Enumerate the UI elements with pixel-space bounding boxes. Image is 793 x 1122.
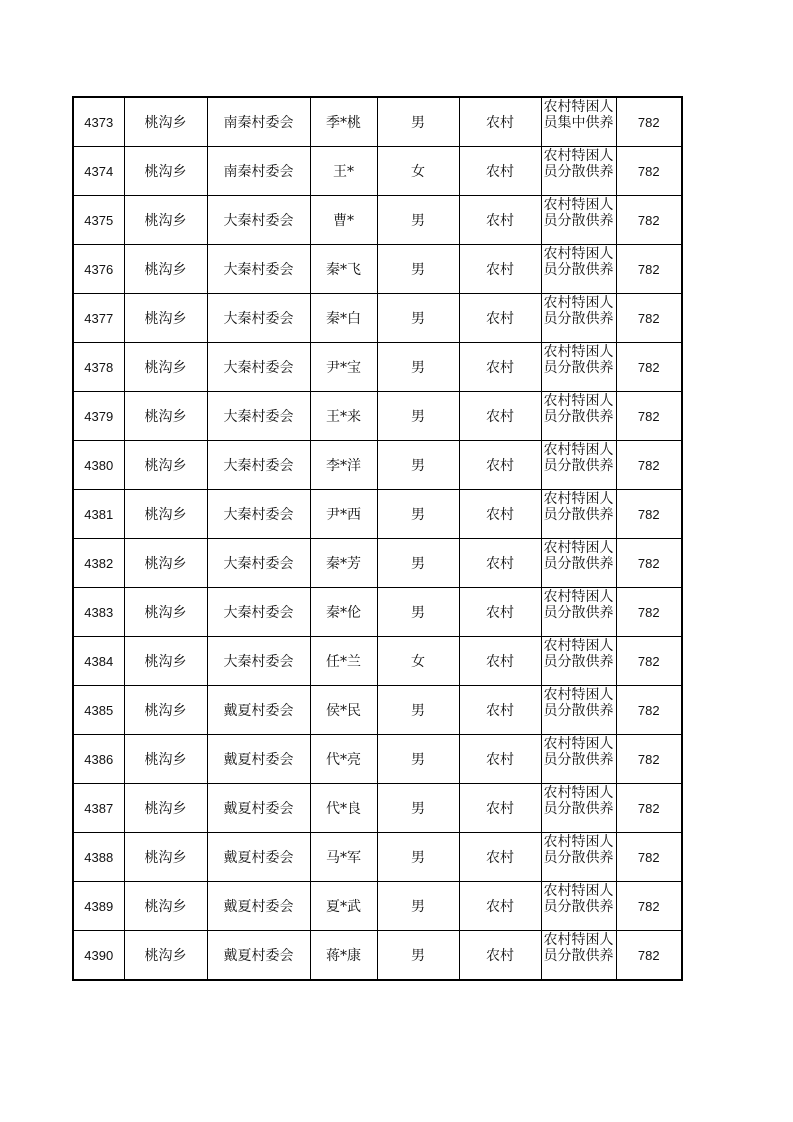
person-name-cell: 秦*芳 [310,539,377,588]
town-cell: 桃沟乡 [124,588,207,637]
category-text: 农村特困人员分散供养 [543,638,614,670]
category-text: 农村特困人员分散供养 [543,295,614,327]
category-cell [541,196,616,245]
amount-cell: 782 [616,686,682,735]
category-cell [541,735,616,784]
record-id-cell: 4387 [73,784,124,833]
record-id-cell: 4384 [73,637,124,686]
person-name-cell: 代*良 [310,784,377,833]
gender-cell: 男 [377,196,459,245]
table-row [73,833,682,882]
amount-cell: 782 [616,147,682,196]
village-cell: 戴夏村委会 [207,882,310,931]
person-name-cell: 尹*西 [310,490,377,539]
gender-cell: 男 [377,735,459,784]
category-text: 农村特困人员分散供养 [543,491,614,523]
table-row [73,392,682,441]
person-name-cell: 秦*伦 [310,588,377,637]
person-name-cell: 季*桃 [310,97,377,147]
gender-cell: 男 [377,686,459,735]
record-id-cell: 4386 [73,735,124,784]
area-type-cell: 农村 [459,833,541,882]
town-cell: 桃沟乡 [124,147,207,196]
gender-cell: 男 [377,784,459,833]
category-text: 农村特困人员分散供养 [543,344,614,376]
area-type-cell: 农村 [459,686,541,735]
record-id-cell: 4382 [73,539,124,588]
town-cell: 桃沟乡 [124,882,207,931]
area-type-cell: 农村 [459,539,541,588]
table-row [73,539,682,588]
village-cell: 大秦村委会 [207,441,310,490]
table-body [73,97,682,980]
village-cell: 戴夏村委会 [207,784,310,833]
area-type-cell: 农村 [459,931,541,981]
category-cell [541,245,616,294]
village-cell: 大秦村委会 [207,392,310,441]
town-cell: 桃沟乡 [124,343,207,392]
category-text: 农村特困人员分散供养 [543,589,614,621]
category-cell [541,637,616,686]
town-cell: 桃沟乡 [124,294,207,343]
gender-cell: 男 [377,931,459,981]
village-cell: 大秦村委会 [207,637,310,686]
amount-cell: 782 [616,931,682,981]
area-type-cell: 农村 [459,441,541,490]
gender-cell: 男 [377,392,459,441]
category-text: 农村特困人员分散供养 [543,687,614,719]
person-name-cell: 马*军 [310,833,377,882]
category-cell [541,784,616,833]
category-cell [541,343,616,392]
category-cell [541,147,616,196]
gender-cell: 男 [377,294,459,343]
category-text: 农村特困人员分散供养 [543,540,614,572]
village-cell: 戴夏村委会 [207,931,310,981]
category-text: 农村特困人员分散供养 [543,785,614,817]
town-cell: 桃沟乡 [124,539,207,588]
table-row [73,686,682,735]
table-row [73,735,682,784]
amount-cell: 782 [616,392,682,441]
town-cell: 桃沟乡 [124,784,207,833]
table-row [73,931,682,981]
category-cell [541,539,616,588]
gender-cell: 男 [377,833,459,882]
category-text: 农村特困人员集中供养 [543,99,614,131]
town-cell: 桃沟乡 [124,392,207,441]
category-cell [541,686,616,735]
table-row [73,882,682,931]
area-type-cell: 农村 [459,294,541,343]
person-name-cell: 任*兰 [310,637,377,686]
table-row [73,245,682,294]
record-id-cell: 4373 [73,97,124,147]
amount-cell: 782 [616,97,682,147]
person-name-cell: 曹* [310,196,377,245]
amount-cell: 782 [616,588,682,637]
area-type-cell: 农村 [459,392,541,441]
person-name-cell: 王*来 [310,392,377,441]
gender-cell: 男 [377,97,459,147]
person-name-cell: 蒋*康 [310,931,377,981]
village-cell: 戴夏村委会 [207,833,310,882]
category-cell [541,833,616,882]
category-cell [541,294,616,343]
category-text: 农村特困人员分散供养 [543,393,614,425]
town-cell: 桃沟乡 [124,833,207,882]
town-cell: 桃沟乡 [124,245,207,294]
village-cell: 大秦村委会 [207,588,310,637]
amount-cell: 782 [616,441,682,490]
category-text: 农村特困人员分散供养 [543,197,614,229]
town-cell: 桃沟乡 [124,735,207,784]
record-id-cell: 4377 [73,294,124,343]
person-name-cell: 侯*民 [310,686,377,735]
amount-cell: 782 [616,784,682,833]
amount-cell: 782 [616,196,682,245]
person-name-cell: 秦*白 [310,294,377,343]
amount-cell: 782 [616,490,682,539]
table-row [73,441,682,490]
record-id-cell: 4389 [73,882,124,931]
category-cell [541,931,616,981]
area-type-cell: 农村 [459,490,541,539]
amount-cell: 782 [616,882,682,931]
category-text: 农村特困人员分散供养 [543,932,614,964]
table-row [73,196,682,245]
table-row [73,637,682,686]
category-text: 农村特困人员分散供养 [543,736,614,768]
village-cell: 大秦村委会 [207,343,310,392]
person-name-cell: 夏*武 [310,882,377,931]
area-type-cell: 农村 [459,245,541,294]
record-id-cell: 4374 [73,147,124,196]
person-name-cell: 王* [310,147,377,196]
category-cell [541,882,616,931]
table-row [73,97,682,147]
town-cell: 桃沟乡 [124,931,207,981]
gender-cell: 男 [377,245,459,294]
amount-cell: 782 [616,637,682,686]
category-text: 农村特困人员分散供养 [543,246,614,278]
gender-cell: 男 [377,343,459,392]
town-cell: 桃沟乡 [124,441,207,490]
town-cell: 桃沟乡 [124,97,207,147]
record-id-cell: 4380 [73,441,124,490]
amount-cell: 782 [616,539,682,588]
area-type-cell: 农村 [459,196,541,245]
gender-cell: 女 [377,637,459,686]
record-id-cell: 4390 [73,931,124,981]
town-cell: 桃沟乡 [124,196,207,245]
record-id-cell: 4385 [73,686,124,735]
category-cell [541,392,616,441]
area-type-cell: 农村 [459,97,541,147]
village-cell: 大秦村委会 [207,196,310,245]
category-text: 农村特困人员分散供养 [543,148,614,180]
area-type-cell: 农村 [459,637,541,686]
gender-cell: 女 [377,147,459,196]
table-row [73,343,682,392]
category-text: 农村特困人员分散供养 [543,883,614,915]
category-cell [541,441,616,490]
gender-cell: 男 [377,490,459,539]
amount-cell: 782 [616,735,682,784]
village-cell: 大秦村委会 [207,490,310,539]
village-cell: 戴夏村委会 [207,686,310,735]
person-name-cell: 尹*宝 [310,343,377,392]
record-id-cell: 4375 [73,196,124,245]
table-row [73,784,682,833]
town-cell: 桃沟乡 [124,637,207,686]
village-cell: 大秦村委会 [207,539,310,588]
category-cell [541,97,616,147]
village-cell: 大秦村委会 [207,245,310,294]
person-name-cell: 李*洋 [310,441,377,490]
table-row [73,588,682,637]
category-text: 农村特困人员分散供养 [543,442,614,474]
amount-cell: 782 [616,343,682,392]
category-cell [541,490,616,539]
gender-cell: 男 [377,882,459,931]
person-name-cell: 代*亮 [310,735,377,784]
area-type-cell: 农村 [459,147,541,196]
category-text: 农村特困人员分散供养 [543,834,614,866]
records-table [72,96,683,981]
gender-cell: 男 [377,539,459,588]
village-cell: 戴夏村委会 [207,735,310,784]
record-id-cell: 4379 [73,392,124,441]
area-type-cell: 农村 [459,735,541,784]
village-cell: 南秦村委会 [207,147,310,196]
village-cell: 南秦村委会 [207,97,310,147]
amount-cell: 782 [616,833,682,882]
area-type-cell: 农村 [459,784,541,833]
area-type-cell: 农村 [459,588,541,637]
record-id-cell: 4378 [73,343,124,392]
amount-cell: 782 [616,245,682,294]
table-row [73,147,682,196]
category-cell [541,588,616,637]
table-row [73,490,682,539]
town-cell: 桃沟乡 [124,490,207,539]
table-row [73,294,682,343]
person-name-cell: 秦*飞 [310,245,377,294]
village-cell: 大秦村委会 [207,294,310,343]
area-type-cell: 农村 [459,343,541,392]
record-id-cell: 4388 [73,833,124,882]
record-id-cell: 4381 [73,490,124,539]
record-id-cell: 4383 [73,588,124,637]
record-id-cell: 4376 [73,245,124,294]
gender-cell: 男 [377,588,459,637]
area-type-cell: 农村 [459,882,541,931]
amount-cell: 782 [616,294,682,343]
gender-cell: 男 [377,441,459,490]
town-cell: 桃沟乡 [124,686,207,735]
